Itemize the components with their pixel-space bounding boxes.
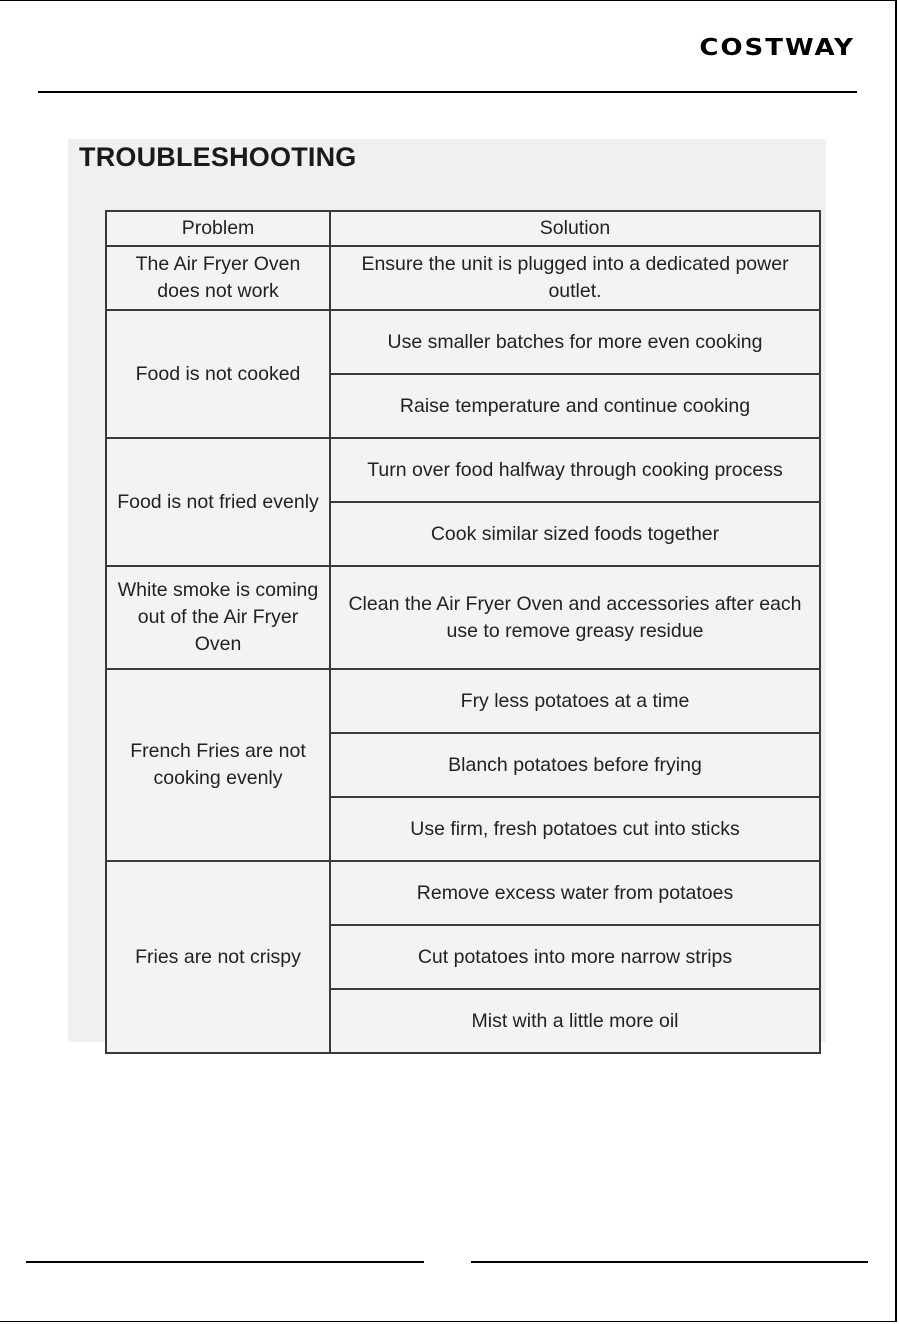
solution-cell: Clean the Air Fryer Oven and accessories after each use to remove greasy residue xyxy=(330,566,820,669)
header-solution: Solution xyxy=(330,211,820,246)
table-header-row xyxy=(106,211,820,246)
problem-cell: White smoke is coming out of the Air Fryer Oven xyxy=(106,566,330,669)
solution-cell: Raise temperature and continue cooking xyxy=(330,374,820,438)
table-row xyxy=(106,246,820,310)
solution-cell: Use smaller batches for more even cooking xyxy=(330,310,820,374)
table-row xyxy=(106,566,820,669)
brand-logo: COSTWAY xyxy=(699,34,855,62)
header-divider xyxy=(38,91,857,93)
section-title: TROUBLESHOOTING xyxy=(79,142,357,172)
problem-cell: Fries are not crispy xyxy=(106,861,330,1053)
solution-cell: Turn over food halfway through cooking process xyxy=(330,438,820,502)
solution-cell: Cut potatoes into more narrow strips xyxy=(330,925,820,989)
footer-divider-left xyxy=(26,1261,424,1263)
solution-cell: Fry less potatoes at a time xyxy=(330,669,820,733)
problem-cell: The Air Fryer Oven does not work xyxy=(106,246,330,310)
header-problem: Problem xyxy=(106,211,330,246)
solution-cell: Blanch potatoes before frying xyxy=(330,733,820,797)
problem-cell: French Fries are not cooking evenly xyxy=(106,669,330,861)
table-row xyxy=(106,438,820,502)
solution-cell: Ensure the unit is plugged into a dedicated power outlet. xyxy=(330,246,820,310)
troubleshooting-table xyxy=(105,210,821,1054)
footer-divider-right xyxy=(471,1261,868,1263)
table-row xyxy=(106,669,820,733)
table-row xyxy=(106,861,820,925)
table-row xyxy=(106,310,820,374)
problem-cell: Food is not fried evenly xyxy=(106,438,330,566)
solution-cell: Cook similar sized foods together xyxy=(330,502,820,566)
solution-cell: Remove excess water from potatoes xyxy=(330,861,820,925)
solution-cell: Use firm, fresh potatoes cut into sticks xyxy=(330,797,820,861)
problem-cell: Food is not cooked xyxy=(106,310,330,438)
solution-cell: Mist with a little more oil xyxy=(330,989,820,1053)
